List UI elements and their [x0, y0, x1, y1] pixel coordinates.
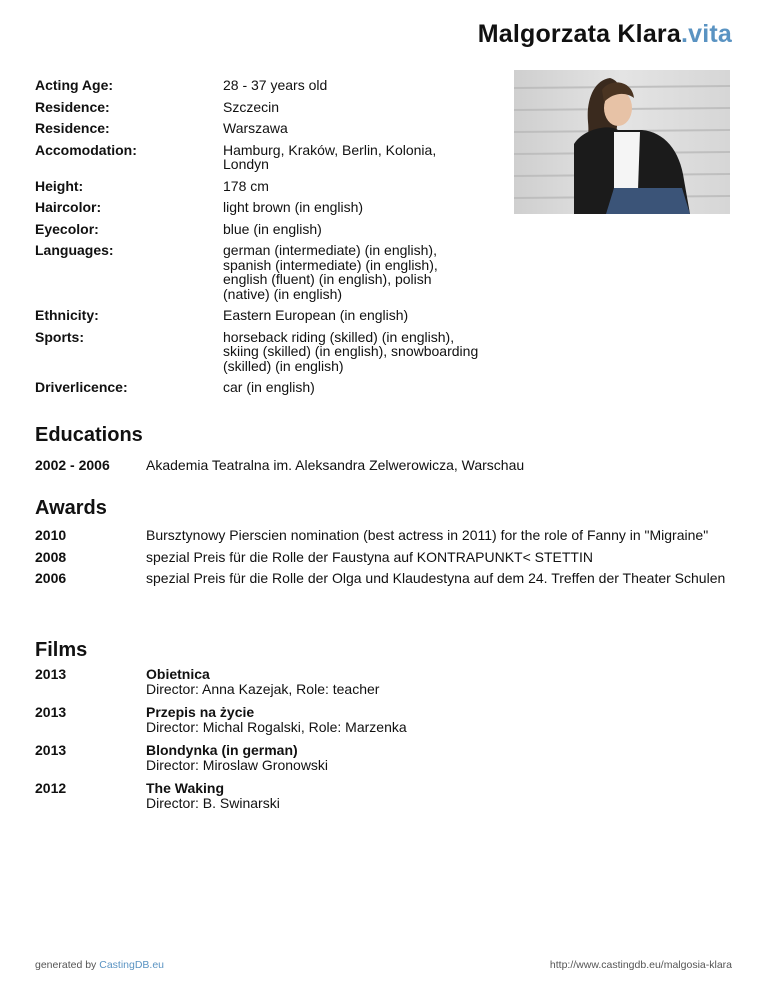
education-item [35, 458, 735, 473]
awards-list [35, 528, 735, 586]
footer-generated [35, 959, 164, 971]
attributes-table [35, 78, 495, 402]
film-detail: Director: Anna Kazejak, Role: teacher [146, 680, 380, 697]
educations-heading: Educations [35, 424, 143, 446]
attribute-row [35, 179, 495, 194]
films-heading: Films [35, 639, 88, 661]
film-entry [146, 705, 735, 734]
film-item [35, 781, 735, 810]
award-text: Bursztynowy Pierscien nomination (best actress in 2011) for the role of Fanny in "Migraine" [146, 527, 709, 543]
profile-url[interactable]: http://www.castingdb.eu/malgosia-klara [549, 959, 732, 971]
award-date: 2006 [35, 570, 67, 586]
attribute-value: 28 - 37 years old [223, 77, 328, 93]
attribute-value: Hamburg, Kraków, Berlin, Kolonia, Londyn [223, 141, 437, 172]
attribute-value: light brown (in english) [223, 199, 364, 215]
attribute-value: german (intermediate) (in english), spanish (intermediate) (in english), english (fluent) (in english), polish (native) (in english) [223, 242, 438, 302]
award-date: 2008 [35, 548, 67, 565]
attribute-row [35, 100, 495, 115]
film-year: 2013 [35, 704, 67, 720]
film-title: The Waking [146, 780, 225, 796]
award-item [35, 528, 735, 543]
attribute-value: car (in english) [223, 379, 315, 395]
attribute-row [35, 308, 495, 323]
attribute-label: Sports: [35, 328, 84, 345]
attribute-row [35, 200, 495, 215]
film-title: Blondynka (in german) [146, 742, 298, 758]
film-entry [146, 667, 735, 696]
film-item [35, 743, 735, 772]
award-date: 2010 [35, 527, 67, 543]
film-item [35, 705, 735, 734]
attribute-row [35, 78, 495, 93]
attribute-value: blue (in english) [223, 220, 322, 237]
film-year: 2012 [35, 780, 67, 796]
attribute-label: Accomodation: [35, 141, 137, 158]
film-detail: Director: B. Swinarski [146, 794, 280, 811]
film-title: Obietnica [146, 666, 210, 682]
attribute-value: Eastern European (in english) [223, 307, 409, 323]
page-title [478, 20, 732, 49]
awards-heading: Awards [35, 497, 107, 519]
education-date: 2002 - 2006 [35, 457, 110, 473]
attribute-label: Ethnicity: [35, 307, 99, 323]
attribute-label: Haircolor: [35, 199, 102, 215]
educations-list [35, 458, 735, 473]
attribute-value: 178 cm [223, 177, 269, 194]
attribute-label: Acting Age: [35, 77, 114, 93]
attribute-value: horseback riding (skilled) (in english), skiing (skilled) (in english), snowboarding (skilled) (in english) [223, 328, 479, 374]
attribute-row [35, 121, 495, 136]
attribute-label: Eyecolor: [35, 220, 99, 237]
attribute-row [35, 143, 495, 172]
award-text: spezial Preis für die Rolle der Olga und Klaudestyna auf dem 24. Treffen der Theater Schulen [146, 570, 726, 586]
film-entry [146, 743, 735, 772]
attribute-label: Languages: [35, 242, 114, 258]
film-detail: Director: Michal Rogalski, Role: Marzenka [146, 718, 407, 735]
award-item [35, 571, 735, 586]
attribute-value: Szczecin [223, 98, 280, 115]
generated-prefix: generated by [35, 959, 97, 971]
title-suffix: .vita [680, 20, 732, 48]
films-list [35, 667, 735, 810]
film-detail: Director: Miroslaw Gronowski [146, 756, 329, 773]
brand-link[interactable]: CastingDB.eu [99, 959, 165, 971]
actor-name: Malgorzata Klara [477, 20, 681, 48]
film-title: Przepis na życie [146, 704, 255, 720]
attribute-label: Height: [35, 177, 84, 194]
attribute-row [35, 243, 495, 301]
award-item [35, 550, 735, 565]
profile-photo [514, 70, 730, 214]
film-entry [146, 781, 735, 810]
attribute-row [35, 330, 495, 374]
attribute-label: Residence: [35, 98, 110, 115]
attribute-label: Driverlicence: [35, 379, 128, 395]
film-year: 2013 [35, 742, 67, 758]
film-item [35, 667, 735, 696]
attribute-row [35, 380, 495, 395]
award-text: spezial Preis für die Rolle der Faustyna auf KONTRAPUNKT< STETTIN [146, 548, 593, 565]
film-year: 2013 [35, 666, 67, 682]
education-text: Akademia Teatralna im. Aleksandra Zelwerowicza, Warschau [146, 457, 525, 473]
attribute-label: Residence: [35, 120, 110, 136]
attribute-row [35, 222, 495, 237]
attribute-value: Warszawa [223, 120, 288, 136]
